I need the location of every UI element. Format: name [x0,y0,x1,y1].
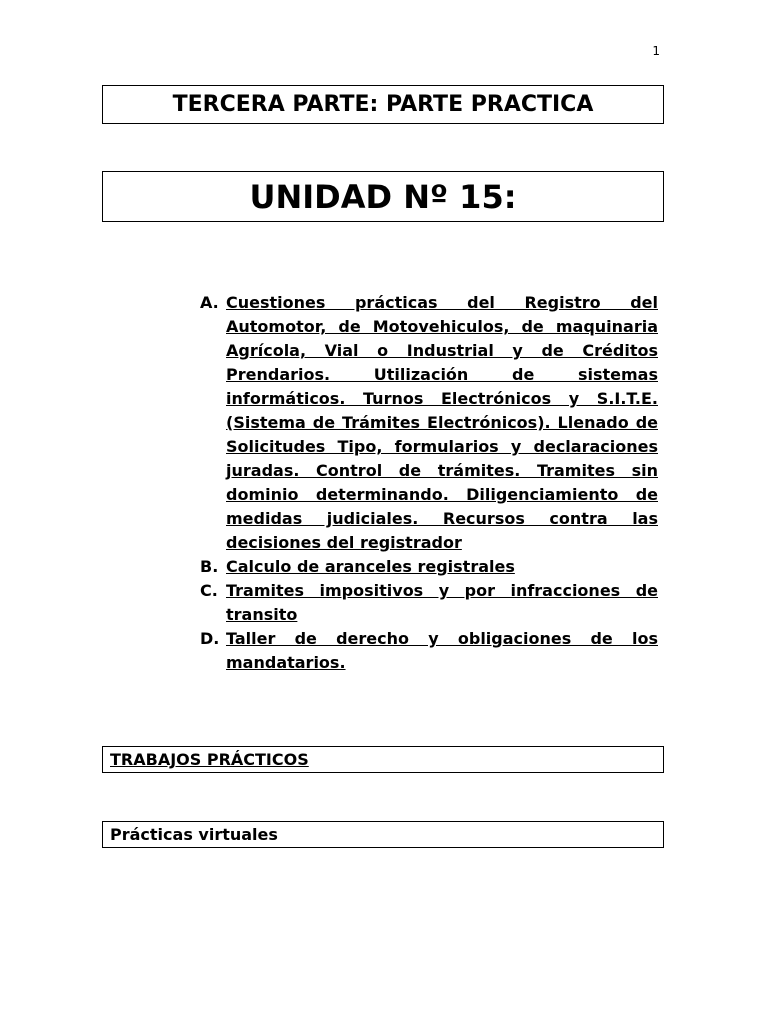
topic-text: Calculo de aranceles registrales [226,557,515,576]
page-number: 1 [652,44,660,58]
trabajos-practicos-box [102,746,664,773]
topic-marker: A. [200,293,219,312]
topic-text: Tramites impositivos y por infracciones de transito [226,581,658,624]
part-title: TERCERA PARTE: PARTE PRACTICA [172,92,594,117]
topic-text: Taller de derecho y obligaciones de los mandatarios. [226,629,658,672]
trabajos-practicos-heading: TRABAJOS PRÁCTICOS [110,750,309,769]
topic-item-d [200,627,658,675]
topic-text: Cuestiones prácticas del Registro del Automotor, de Motovehiculos, de maquinaria Agrícola, Vial o Industrial y de Créditos Prendarios. Utilización de sistemas informáticos. Turnos Electrónicos y S.I.T.E. (Sistema de Trámites Electrónicos). Llenado de Solicitudes Tipo, formularios y declaraciones juradas. Control de trámites. Tramites sin dominio determinando. Diligenciamiento de medidas judiciales. Recursos contra las decisiones del registrador [226,293,658,552]
topic-marker: B. [200,557,219,576]
topic-marker: D. [200,629,220,648]
practicas-virtuales-box [102,821,664,848]
unit-title: UNIDAD Nº 15: [249,178,517,216]
part-title-box [102,85,664,124]
practicas-virtuales-heading: Prácticas virtuales [110,825,278,844]
unit-title-box [102,171,664,222]
topic-item-c [200,579,658,627]
topic-item-a [200,291,658,555]
topic-list [200,291,658,675]
topic-marker: C. [200,581,218,600]
topic-item-b [200,555,658,579]
